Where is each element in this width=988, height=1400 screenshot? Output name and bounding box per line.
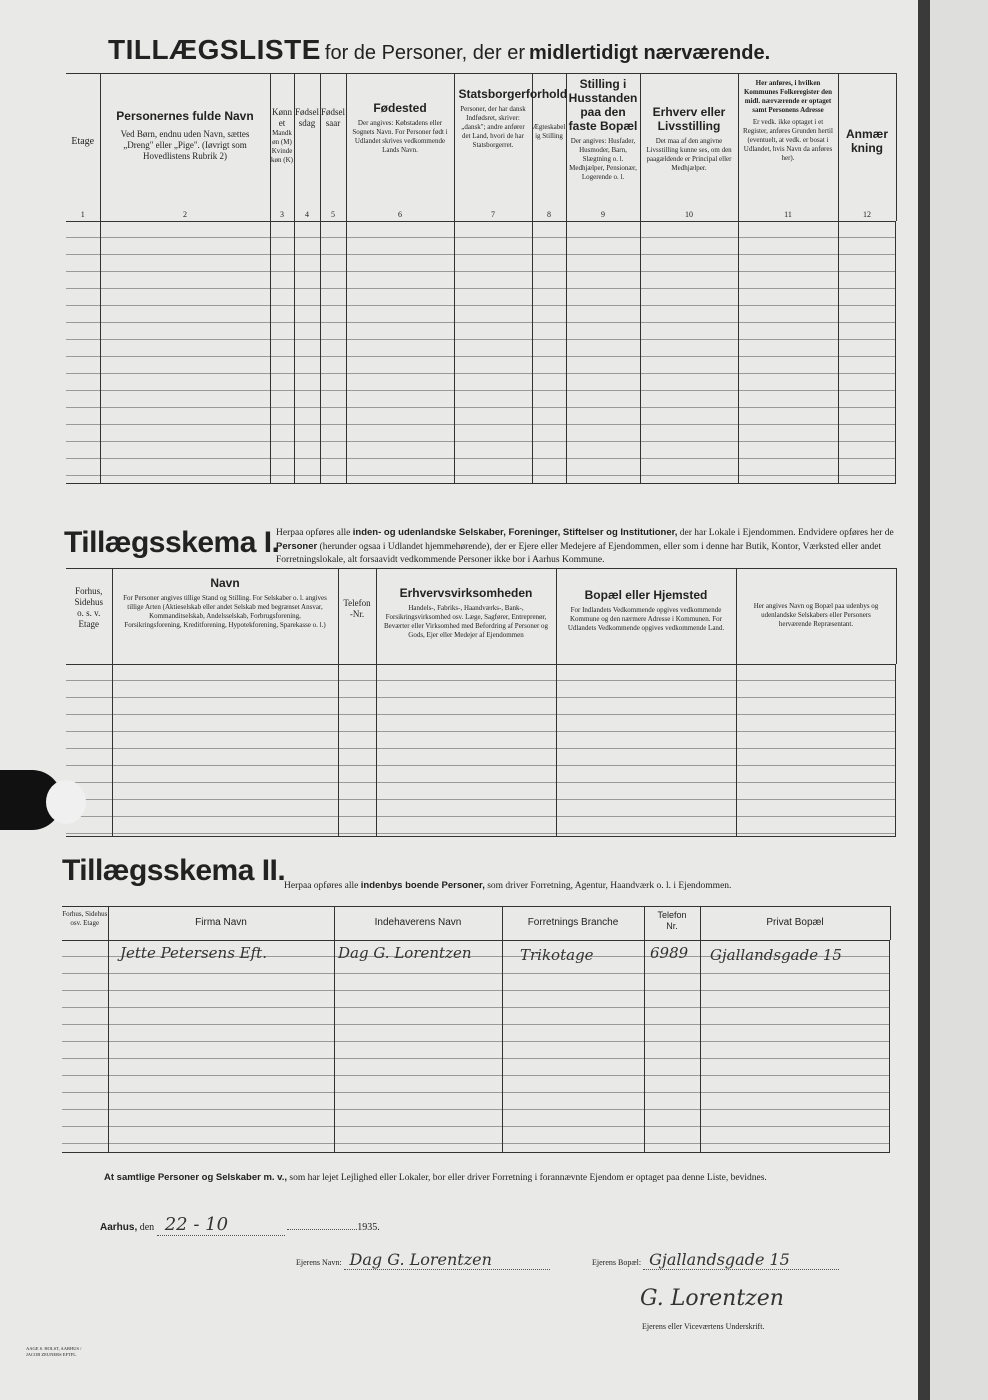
col-foedselsaar: Fødselsaar 5 [320,73,346,221]
owner-name-line: Ejerens Navn: Dag G. Lorentzen [296,1250,550,1270]
s2-col-firma: Firma Navn [108,906,334,940]
skema1-table [66,568,896,836]
row-indehaver: Dag G. Lorentzen [338,944,472,962]
skema2-table [62,906,890,1152]
tillaegsliste-table [66,73,896,483]
row-telefon: 6989 [650,944,689,962]
col-husstand: Stilling i Husstanden paa den faste Bopæl Der angives: Husfader, Husmoder, Barn, Slægtning o. l. Medhjælper, Pensionær, Logerende o. l. 9 [566,73,640,221]
row-bopael: Gjallandsgade 15 [710,946,842,964]
row-firma: Jette Petersens Eft. [120,944,267,962]
s2-col-indehaver: Indehaverens Navn [334,906,502,940]
s1-col-etage: Forhus, Sidehus o. s. v. Etage [74,586,103,629]
s1-col-telefon: Telefon-Nr. [338,568,376,664]
row-branche: Trikotage [520,946,594,964]
page-title [108,34,888,66]
statement: At samtlige Personer og Selskaber m. v., som har lejet Lejlighed eller Lokaler, bor eller driver Forretning i forannævnte Ejendom er optaget paa denne Liste, bevidnes. [104,1172,767,1183]
skema1-intro: Herpaa opføres alle inden- og udenlandske Selskaber, Foreninger, Stiftelser og Institutioner, der har Lokale i Ejendommen. Endvidere opføres her de Personer (herunder ogsaa i Udlandet hjemmehørende), der er Ejere eller Medejere af Ejendommen, eller som i denne har Butik, Kontor, Værksted eller andet Forretningslokale, alt forsaavidt vedkommende Personer ikke bor i Aarhus Kommune. [276,527,894,565]
col-koen: Kønnet Mandkøn (M) Kvindekøn (K) 3 [270,73,294,221]
s1-col-repraesentant: Her angives Navn og Bopæl paa udenbys og udenlandske Selskabers eller Personers herværende Repræsentant. [736,568,896,664]
signature: G. Lorentzen [640,1286,784,1311]
title-bold: TILLÆGSLISTE [108,34,321,65]
col-erhverv: Erhverv eller Livsstilling Det maa af den angivne Livsstilling kunne ses, om den paagældende er Principal eller Medhjælper. 10 [640,73,738,221]
skema1-rows [66,664,896,836]
s1-col-erhverv: Erhvervsvirksomheden Handels-, Fabriks-, Haandværks-, Bank-, Forsikringsvirksomhed osv. Læge, Sagfører, Entreprenør, Beværter eller Virksomhed med Befordring af Personer og Gods, Ejer eller Medejer af Ejendommen [376,568,556,664]
s2-col-etage: Forhus, Sidehus osv. Etage [62,910,108,927]
signature-label: Ejerens eller Viceværtens Underskrift. [642,1322,765,1331]
col-navn: Personernes fulde Navn Ved Børn, endnu uden Navn, sættes „Dreng" eller „Pige". (Iøvrigt som Hovedlistens Rubrik 2) 2 [100,73,270,221]
page-gutter [918,0,930,1400]
col-statsborger: Statsborgerforhold Personer, der har dansk Indfødsret, skriver: „dansk"; andre anfører det Land, hvori de har Statsborgerret. 7 [454,73,532,221]
title-bold-2: midlertidigt nærværende. [529,42,771,64]
skema1-title: Tillægsskema I. [64,526,280,559]
s2-col-bopael: Privat Bopæl [700,906,890,940]
tillaegsliste-rows [66,221,896,483]
printer-imprint: AAGE S. HOLST, AARHUS / JACOB ZEUNERS EFTFL. [26,1346,82,1357]
next-page-edge [930,0,988,1400]
s1-col-bopael: Bopæl eller Hjemsted For Indlandets Vedkommende opgives vedkommende Kommune og den nærmere Adresse i Kommunen. For Udlandets Vedkommende opgives vedkommende Land. [556,568,736,664]
col-folkeregister: Her anføres, i hvilken Kommunes Folkeregister den midl. nærværende er optaget samt Personens Adresse Er vedk. ikke optaget i et Register, anføres Grunden hertil (eventuelt, at vedk. er bosat i Udlandet, hvis Navn da anføres her). 11 [738,73,838,221]
owner-address-line: Ejerens Bopæl: Gjallandsgade 15 [592,1250,839,1270]
col-anmaerkning: Anmærkning 12 [838,73,896,221]
col-etage: Etage 1 [71,136,95,219]
s2-col-branche: Forretnings Branche [502,906,644,940]
thumb-nail [46,780,86,824]
date-line: Aarhus, den 22 - 10 1935. [100,1214,380,1235]
title-rest: for de Personer, der er [324,42,525,64]
col-foedselsdag: Fødselsdag 4 [294,73,320,221]
skema2-rows [62,940,890,1152]
col-foedested: Fødested Der angives: Købstadens eller Sognets Navn. For Personer født i Udlandet skrives vedkommende Lands Navn. 6 [346,73,454,221]
s1-col-navn: Navn For Personer angives tillige Stand og Stilling. For Selskaber o. l. angives tillige Arten (Aktieselskab eller andet Selskab med begrænset Ansvar, Kommanditselskab, Andelsselskab, Forbrugsforening, Forsikringsforening, Kreditforening, Hypotekforening, Sparekasse o. l.) [112,568,338,664]
col-aegteskabelig: Ægteskabelig Stilling 8 [532,73,566,221]
skema2-intro: Herpaa opføres alle indenbys boende Personer, som driver Forretning, Agentur, Haandværk o. l. i Ejendommen. [284,880,732,891]
skema2-title: Tillægsskema II. [62,854,286,887]
s2-col-telefon: Telefon Nr. [644,906,700,940]
